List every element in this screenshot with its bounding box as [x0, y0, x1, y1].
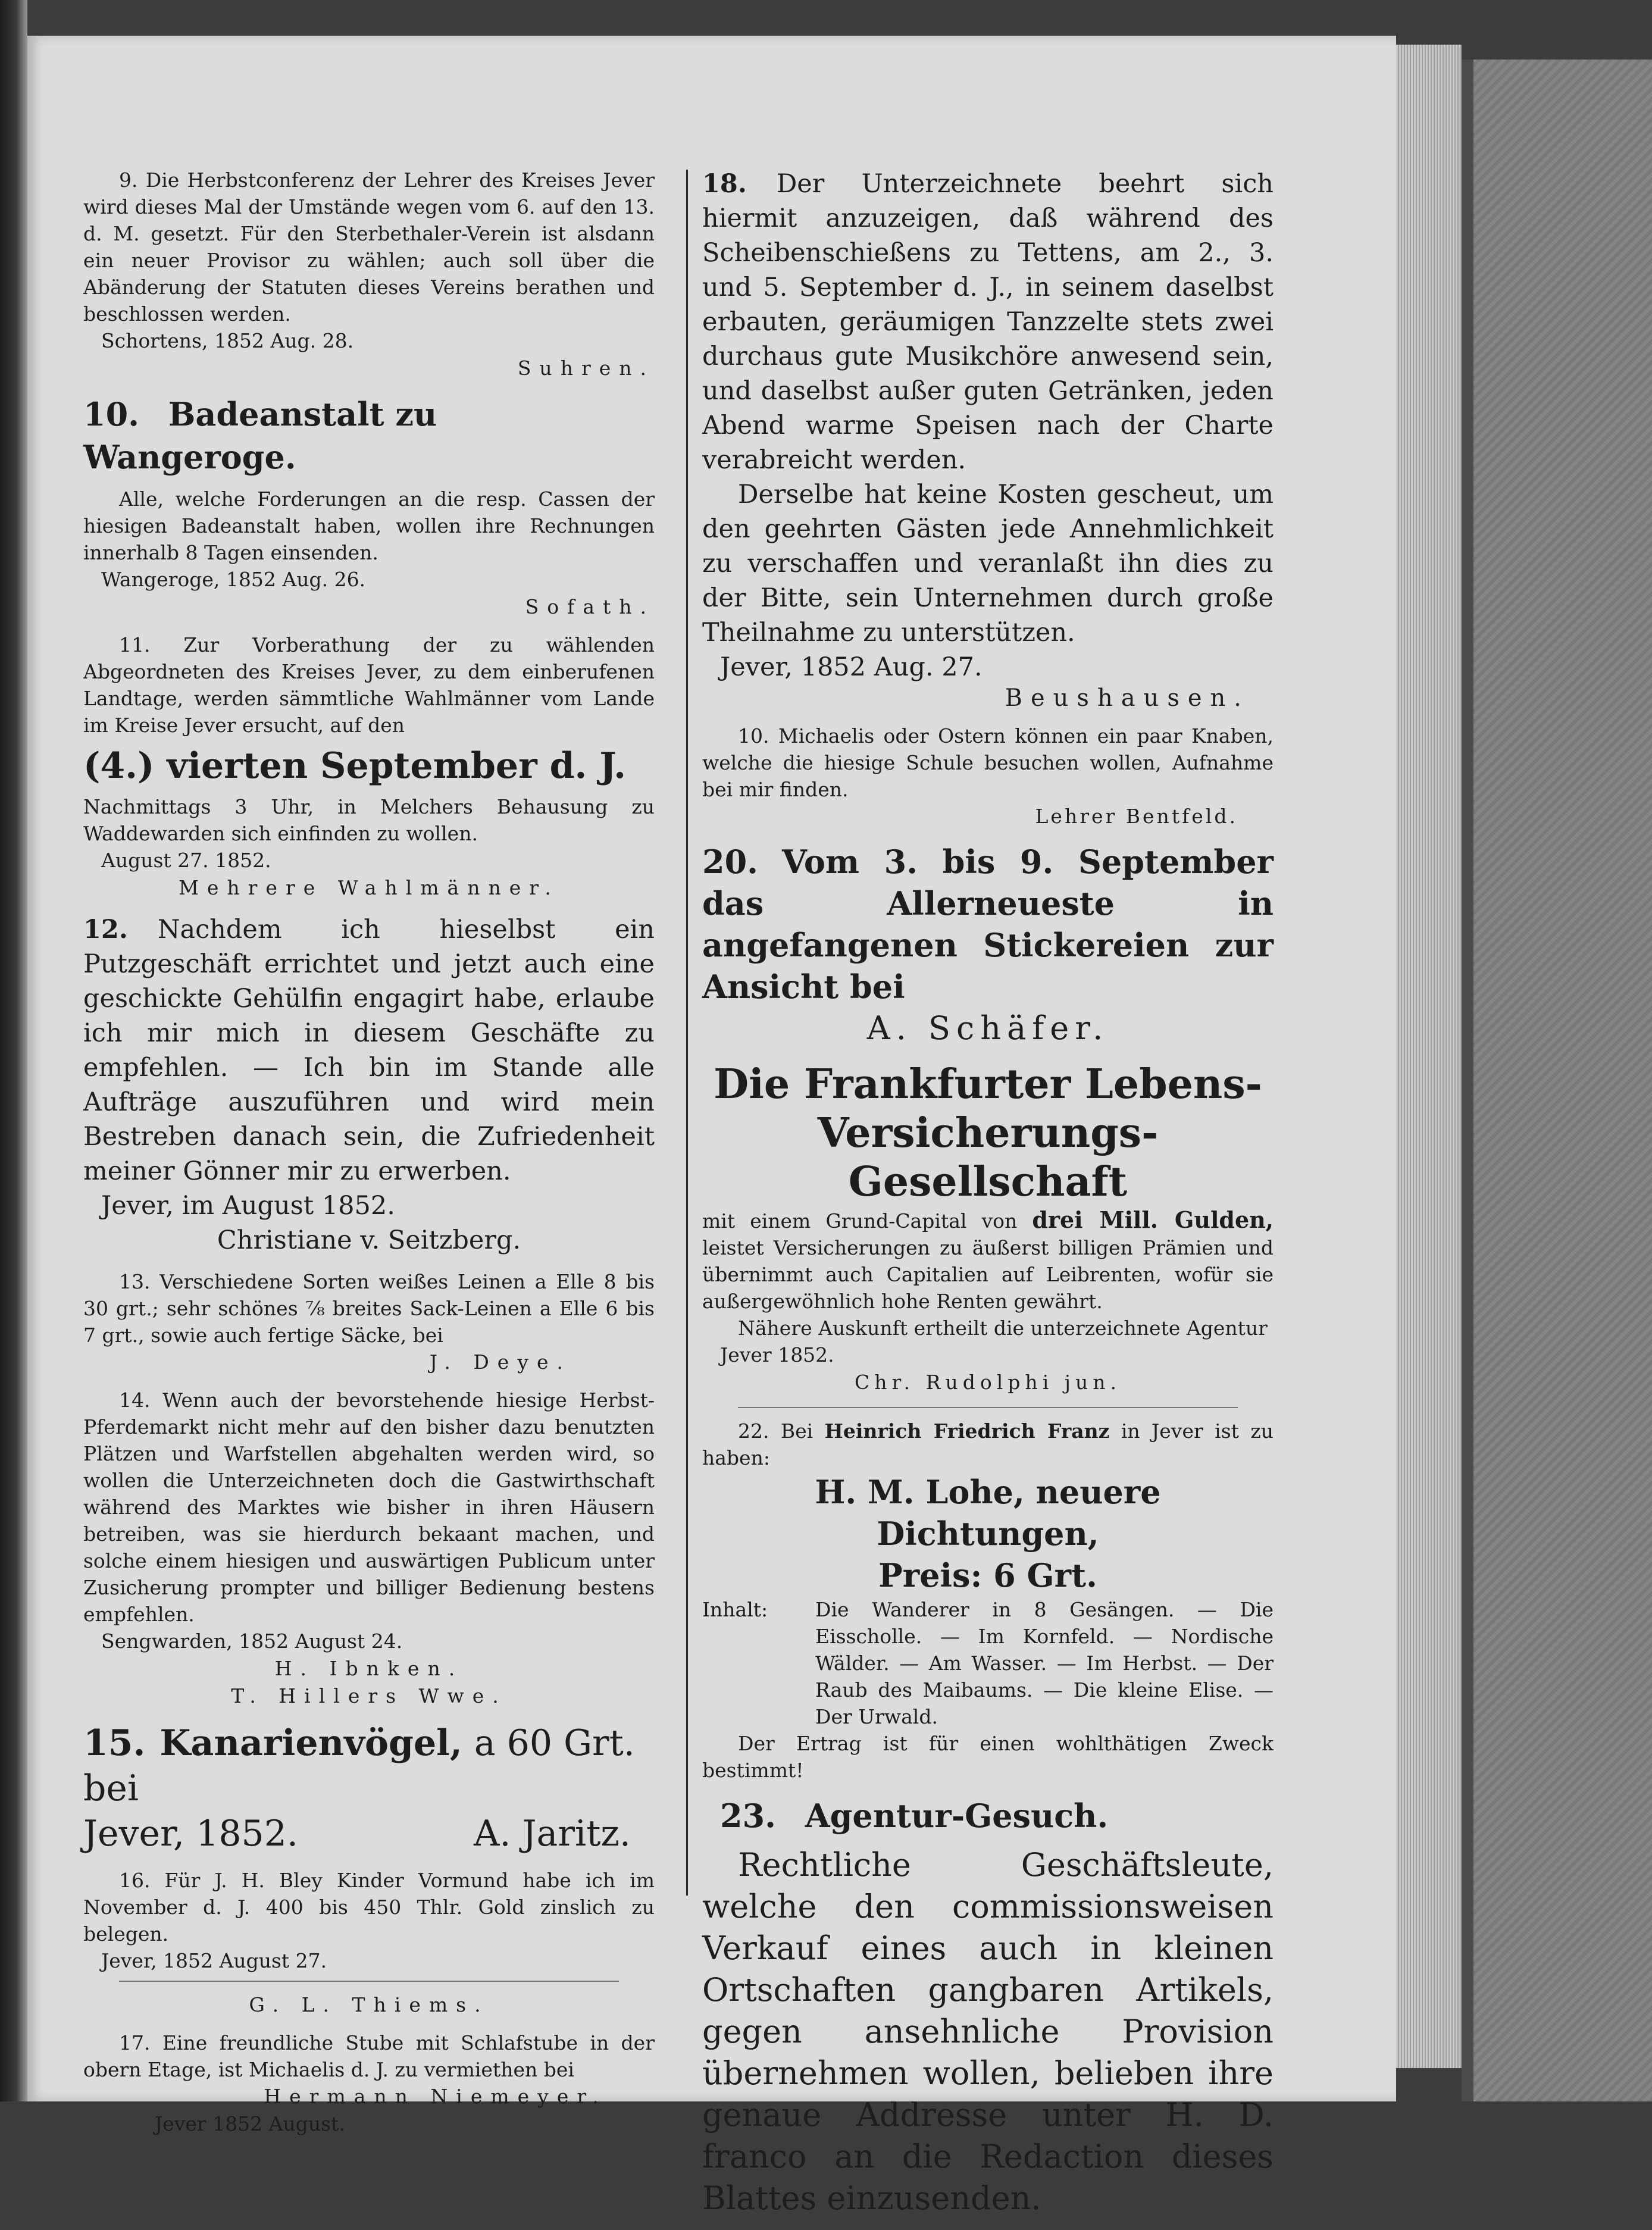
notice-body: Der Unterzeichnete beehrt sich hiermit anzuzeigen, daß während des Scheibenschießens zu Tettens, am 2., 3. und 5. September d. J., in seinem daselbst erbauten, geräumigen Tanzzelte stets zwei durchaus gute Musikchöre anwesend sein, und daselbst außer guten Getränken, jeden Abend warme Speisen nach der Charte verabreicht werden.: [702, 169, 1274, 475]
notice-price: a 60 Grt. bei: [83, 1722, 635, 1809]
notice-line-1: [83, 1721, 655, 1811]
notice-headline: (4.) vierten September d. J.: [83, 745, 626, 787]
notice-text: 16. Für J. H. Bley Kinder Vormund habe ich im November d. J. 400 bis 450 Thlr. Gold zinslich zu belegen.: [83, 1869, 655, 1946]
notice-10: [83, 393, 655, 621]
notice-signature-1: H. Ibnken.: [274, 1657, 464, 1680]
column-divider: [686, 170, 688, 1896]
notice-signature: A. Jaritz.: [474, 1813, 631, 1854]
notice-text-2: Nachmittags 3 Uhr, in Melchers Behausung zu Waddewarden sich einfinden zu wollen.: [83, 795, 655, 845]
notice-text: 14. Wenn auch der bevorstehende hiesige Herbst-Pferdemarkt nicht mehr auf den bisher dazu benutzten Plätzen und Warfstellen abgehalten werden wird, so wollen die Unterzeichneten doch die Gastwirthschaft während des Marktes wie bisher in ihren Häusern betreiben, was sie hierdurch bekaant machen, und solche einem hiesigen und auswärtigen Publicum unter Zusicherung prompter und billiger Bedienung bestens empfehlen.: [83, 1388, 655, 1626]
notice-text: 13. Verschiedene Sorten weißes Leinen a Elle 8 bis 30 grt.; sehr schönes ⅞ breites Sack-Leinen a Elle 6 bis 7 grt., sowie auch fertige Säcke, bei: [83, 1270, 655, 1347]
notice-signature: Sofath.: [525, 595, 655, 618]
notice-15: [83, 1721, 655, 1856]
notice-signature: Beushausen.: [1005, 684, 1250, 712]
notice-signature: Chr. Rudolphi jun.: [855, 1371, 1121, 1394]
spine-edge: [1462, 60, 1473, 2101]
notice-date: Sengwarden, 1852 August 24.: [101, 1630, 403, 1653]
binding-shadow: [0, 0, 27, 2101]
notice-signature-2: T. Hillers Wwe.: [231, 1684, 507, 1707]
notice-text: 10. Michaelis oder Ostern können ein paar Knaben, welche die hiesige Schule besuchen wollen, Aufnahme bei mir finden.: [702, 724, 1274, 801]
notice-9: [83, 167, 655, 382]
notice-date: Jever 1852.: [720, 1343, 834, 1366]
notice-date: August 27. 1852.: [101, 849, 271, 872]
notice-text-b: in Jever ist zu haben:: [702, 1419, 1274, 1469]
notice-product: Kanarienvögel,: [159, 1722, 462, 1764]
notice-date: Jever, 1852 August 27.: [101, 1949, 327, 1972]
divider-rule: [119, 1981, 619, 1982]
notice-text: [83, 912, 655, 1189]
notice-18: [702, 167, 1274, 712]
notice-13: [83, 1268, 655, 1376]
notice-text: [702, 1418, 1274, 1471]
notice-14: [83, 1387, 655, 1710]
notice-text: 11. Zur Vorberathung der zu wählenden Abgeordneten des Kreises Jever, zu dem einberufenen Landtage, werden sämmtliche Wahlmänner vom Lande im Kreise Jever ersucht, auf den: [83, 633, 655, 737]
notice-22: [702, 1418, 1274, 1784]
notice-21: [702, 1060, 1274, 1396]
notice-signature: Suhren.: [517, 356, 655, 380]
contents-label: Inhalt:: [702, 1598, 768, 1621]
notice-text: [702, 1206, 1274, 1315]
notice-number: 15.: [83, 1722, 146, 1764]
notice-text: [702, 167, 1274, 477]
notice-signature: G. L. Thiems.: [249, 1993, 489, 2016]
notice-11: [83, 631, 655, 902]
notice-signature: Christiane v. Seitzberg.: [217, 1225, 521, 1255]
notice-number: 10.: [83, 395, 139, 433]
notice-title-1: Die Frankfurter Lebens-: [714, 1061, 1262, 1108]
notice-number: 12.: [83, 915, 128, 944]
notice-signature: Hermann Niemeyer.: [264, 2085, 607, 2108]
notice-date: Jever, im August 1852.: [101, 1191, 395, 1221]
notice-date: Jever, 1852 Aug. 27.: [720, 652, 983, 682]
notice-19: [702, 723, 1274, 830]
notice-heading: Badeanstalt zu Wangeroge.: [83, 395, 437, 476]
notice-16: [83, 1867, 655, 2019]
notice-headline-2: Preis: 6 Grt.: [878, 1556, 1097, 1594]
notice-12: [83, 912, 655, 1258]
notice-text: Rechtliche Geschäftsleute, welche den commissionsweisen Verkauf eines auch in kleinen Ortschaften gangbaren Artikels, gegen ansehnliche Provision übernehmen wollen, belieben ihre genaue Addresse unter H. D. franco an die Redaction dieses Blattes einzusenden.: [702, 1846, 1274, 2217]
notice-date: Jever 1852 August.: [155, 2112, 345, 2135]
notice-signature: Lehrer Bentfeld.: [1035, 805, 1238, 828]
book-spine: [1462, 60, 1652, 2101]
notice-text-2: Nähere Auskunft ertheilt die unterzeichnete Agentur: [738, 1316, 1268, 1340]
notice-text-2: Derselbe hat keine Kosten gescheut, um den geehrten Gästen jede Annehmlichkeit zu verschaffen und veranlaßt ihn dies zu der Bitte, sein Unternehmen durch große Theilnahme zu unterstützen.: [702, 480, 1274, 648]
left-column: [83, 167, 655, 2148]
right-column: [702, 167, 1274, 2230]
notice-number: 20.: [702, 843, 758, 881]
notice-publisher: Heinrich Friedrich Franz: [824, 1419, 1110, 1443]
notice-line-2: [83, 1811, 655, 1856]
notice-text: 17. Eine freundliche Stube mit Schlafstube in der obern Etage, ist Michaelis d. J. zu vermiethen bei: [83, 2031, 655, 2081]
contents-text: Die Wanderer in 8 Gesängen. — Die Eisscholle. — Im Kornfeld. — Nordische Wälder. — Am Wasser. — Im Herbst. — Der Raub des Maibaums. — Die kleine Elise. — Der Urwald.: [815, 1598, 1274, 1728]
notice-number: 23.: [720, 1797, 776, 1835]
notice-signature: J. Deye.: [429, 1350, 571, 1374]
notice-title: [83, 393, 655, 478]
notice-body: Vom 3. bis 9. September das Allerneueste in angefangenen Stickereien zur Ansicht bei: [702, 843, 1274, 1006]
notice-headline-1: H. M. Lohe, neuere Dichtungen,: [815, 1473, 1161, 1553]
notice-heading: Agentur-Gesuch.: [805, 1797, 1109, 1835]
notice-17: [83, 2029, 655, 2138]
notice-signature: A. Schäfer.: [866, 1009, 1109, 1047]
notice-capital: drei Mill. Gulden,: [1032, 1206, 1274, 1233]
notice-text: [702, 841, 1274, 1008]
notice-note: Der Ertrag ist für einen wohlthätigen Zweck bestimmt!: [702, 1732, 1274, 1782]
notice-number: 18.: [702, 169, 747, 199]
notice-text-a: mit einem Grund-Capital von: [702, 1209, 1018, 1233]
notice-23: [702, 1794, 1274, 2219]
notice-place-date: Jever, 1852.: [83, 1813, 298, 1854]
notice-date: Schortens, 1852 Aug. 28.: [101, 329, 354, 352]
notice-text: Alle, welche Forderungen an die resp. Cassen der hiesigen Badeanstalt haben, wollen ihre Rechnungen innerhalb 8 Tagen einsenden.: [83, 487, 655, 564]
page-edges: [1396, 45, 1462, 2068]
notice-title-2: Versicherungs-Gesellschaft: [817, 1109, 1159, 1206]
notice-text: 9. Die Herbstconferenz der Lehrer des Kreises Jever wird dieses Mal der Umstände wegen vom 6. auf den 13. d. M. gesetzt. Für den Sterbethaler-Verein ist alsdann ein neuer Provisor zu wählen; auch soll über die Abänderung der Statuten dieses Vereins berathen und beschlossen werden.: [83, 168, 655, 326]
notice-text-b: leistet Versicherungen zu äußerst billigen Prämien und übernimmt auch Capitalien auf Leibrenten, wofür sie außergewöhnlich hohe Renten gewährt.: [702, 1236, 1274, 1313]
notice-title: [720, 1794, 1274, 1837]
notice-text-a: 22. Bei: [738, 1419, 814, 1443]
notice-body: Nachdem ich hieselbst ein Putzgeschäft errichtet und jetzt auch eine geschickte Gehülfin engagirt habe, erlaube ich mir mich in diesem Geschäfte zu empfehlen. — Ich bin im Stande alle Aufträge auszuführen und wird mein Bestreben danach sein, die Zufriedenheit meiner Gönner mir zu erwerben.: [83, 915, 655, 1186]
notice-date: Wangeroge, 1852 Aug. 26.: [101, 568, 366, 591]
notice-20: [702, 841, 1274, 1049]
divider-rule: [738, 1407, 1238, 1408]
notice-signature: Mehrere Wahlmänner.: [179, 876, 559, 899]
notice-contents: [702, 1596, 1274, 1730]
